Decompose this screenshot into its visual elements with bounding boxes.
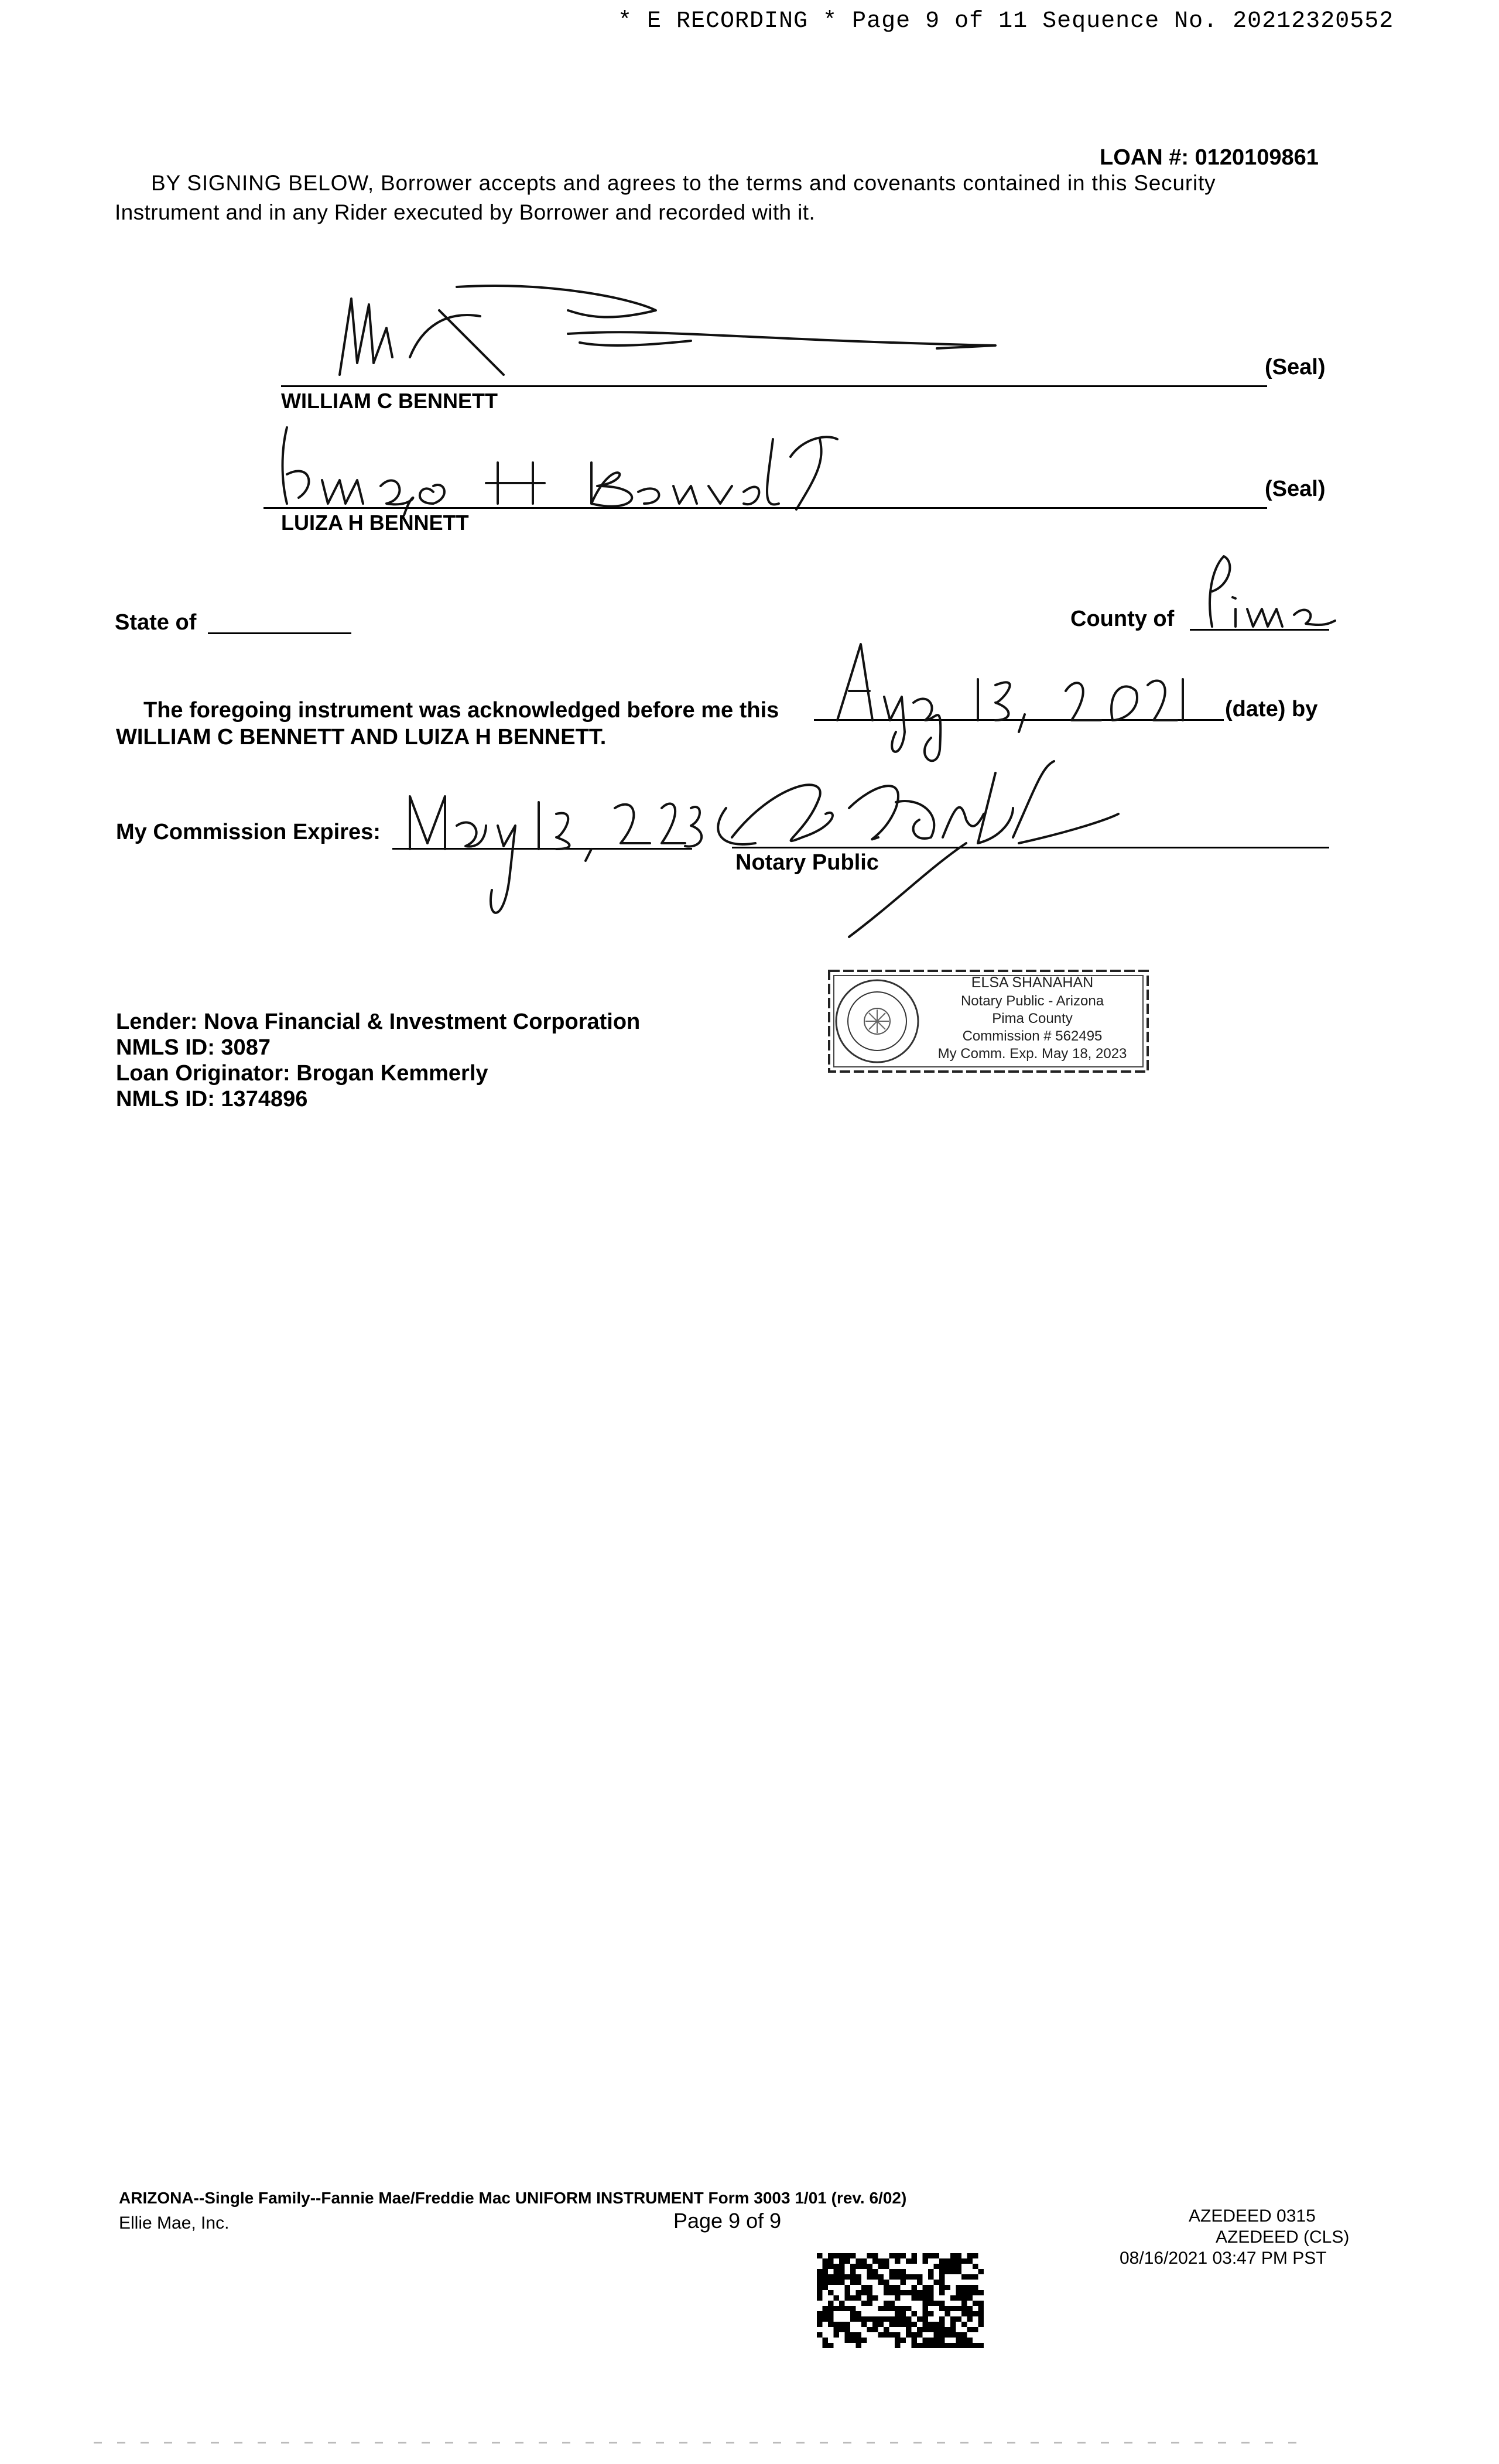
lender-nmls: NMLS ID: 3087 (116, 1035, 271, 1060)
loan-number: 0120109861 (1195, 145, 1319, 170)
loan-number-line (1100, 145, 1319, 170)
stamp-expires: My Comm. Exp. May 18, 2023 (937, 1046, 1127, 1062)
state-label: State of (115, 610, 197, 635)
stamp-county: Pima County (992, 1011, 1073, 1026)
notary-stamp (824, 967, 1152, 1076)
scan-noise (94, 2442, 1300, 2444)
state-blank-line (208, 632, 351, 634)
loan-originator: Loan Originator: Brogan Kemmerly (116, 1061, 488, 1086)
county-handwriting (1189, 550, 1335, 632)
notary-signature (685, 750, 1142, 943)
barcode (817, 2253, 984, 2348)
recording-header: * E RECORDING * Page 9 of 11 Sequence No. 20212320552 (618, 8, 1394, 35)
footer-timestamp: 08/16/2021 03:47 PM PST (1120, 2249, 1327, 2268)
ack-date-suffix: (date) by (1225, 697, 1318, 721)
borrower-1-signature (304, 275, 1036, 392)
borrower-1-name: WILLIAM C BENNETT (281, 389, 498, 413)
footer-page: Page 9 of 9 (673, 2209, 782, 2233)
borrower-1-signature-line (281, 385, 1267, 387)
footer-form-title: ARIZONA--Single Family--Fannie Mae/Freddie Mac UNIFORM INSTRUMENT Form 3003 1/01 (rev. 6/02) (119, 2189, 907, 2207)
borrower-2-signature (263, 416, 849, 521)
commission-handwriting (398, 785, 691, 937)
intro-line-1: BY SIGNING BELOW, Borrower accepts and agrees to the terms and covenants contained in this Security (151, 171, 1216, 195)
loan-label: LOAN #: (1100, 145, 1189, 170)
footer-code-2: AZEDEED (CLS) (1216, 2227, 1350, 2247)
originator-nmls: NMLS ID: 1374896 (116, 1087, 308, 1111)
intro-line-2: Instrument and in any Rider executed by Borrower and recorded with it. (115, 200, 816, 224)
borrower-2-name: LUIZA H BENNETT (281, 511, 469, 535)
ack-line-1: The foregoing instrument was acknowledged before me this (143, 698, 779, 723)
commission-label: My Commission Expires: (116, 820, 381, 844)
ack-line-2: WILLIAM C BENNETT AND LUIZA H BENNETT. (116, 725, 607, 750)
lender-name: Lender: Nova Financial & Investment Corporation (116, 1009, 641, 1034)
borrower-2-seal: (Seal) (1265, 477, 1326, 501)
stamp-name: ELSA SHANAHAN (971, 974, 1094, 991)
notary-public-label: Notary Public (735, 850, 879, 875)
borrower-2-signature-line (263, 507, 1267, 509)
ack-date-handwriting (826, 638, 1189, 767)
county-handwritten (1189, 550, 1335, 632)
footer-company: Ellie Mae, Inc. (119, 2213, 230, 2233)
borrower-1-seal: (Seal) (1265, 355, 1326, 379)
county-label: County of (1070, 607, 1175, 631)
stamp-commission: Commission # 562495 (962, 1028, 1103, 1044)
footer-code-1: AZEDEED 0315 (1189, 2206, 1316, 2226)
stamp-title: Notary Public - Arizona (960, 993, 1104, 1009)
